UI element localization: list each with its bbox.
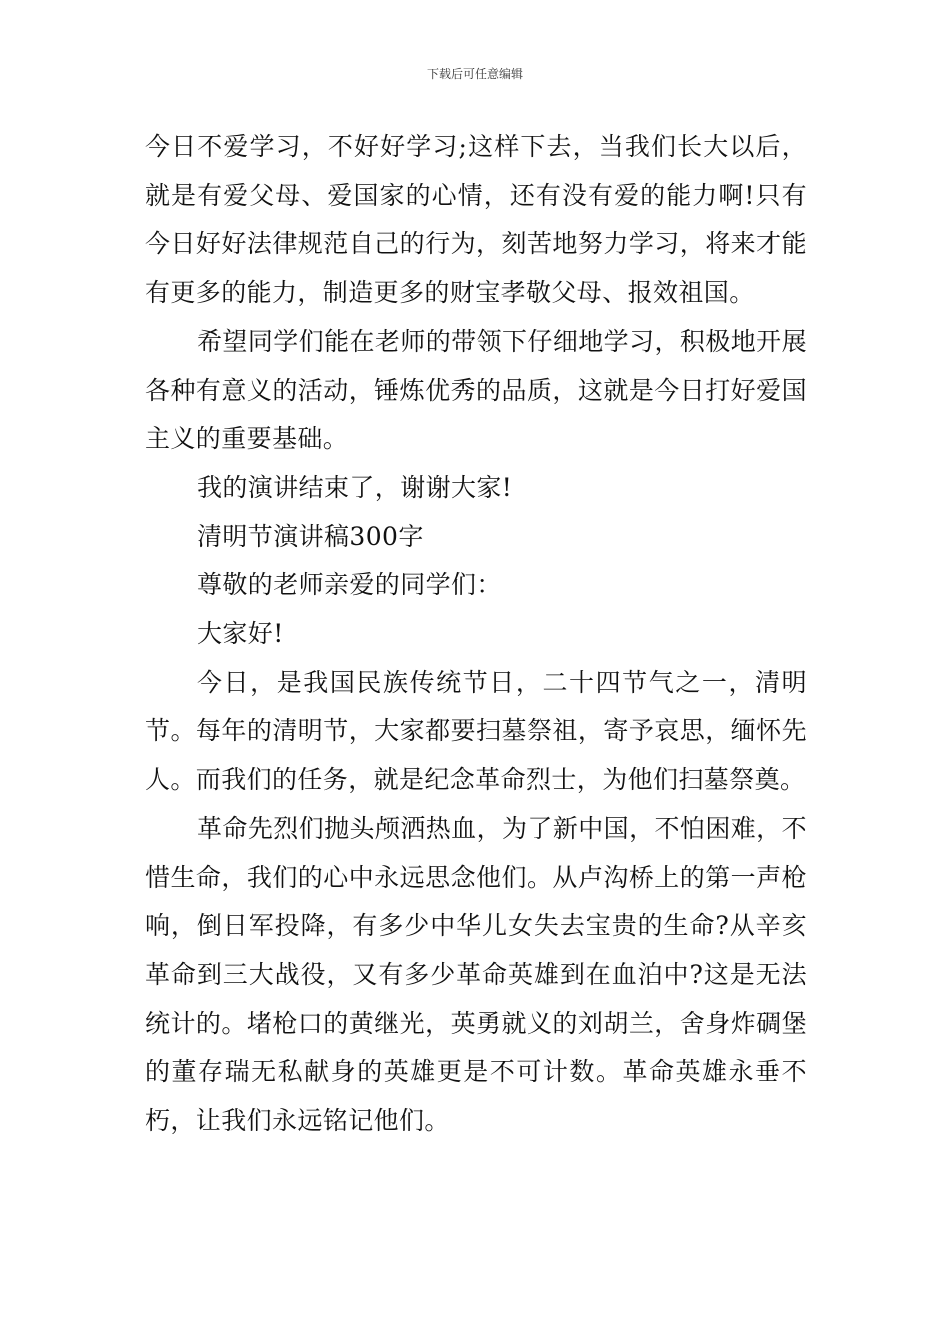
- salutation: 尊敬的老师亲爱的同学们：: [197, 570, 502, 600]
- page-header: 下载后可任意编辑: [426, 67, 523, 81]
- paragraph-continuation: 今日不爱学习，不好好学习;这样下去，当我们长大以后，就是有爱父母、爱国家的心情，还有没有爱的能力啊!只有今日好好法律规范自己的行为，刻苦地努力学习，将来才能有更多的能力，制造更多的财宝孝敬父母、报效祖国。: [145, 132, 807, 308]
- paragraph-qingming: 今日，是我国民族传统节日，二十四节气之一，清明节。每年的清明节，大家都要扫墓祭祖，寄予哀思，缅怀先人。而我们的任务，就是纪念革命烈士，为他们扫墓祭奠。: [145, 667, 807, 795]
- paragraph-martyrs: 革命先烈们抛头颅洒热血，为了新中国，不怕困难，不惜生命，我们的心中永远思念他们。从卢沟桥上的第一声枪响，倒日军投降，有多少中华儿女失去宝贵的生命?从辛亥革命到三大战役，又有多少革命英雄到在血泊中?这是无法统计的。堵枪口的黄继光，英勇就义的刘胡兰，舍身炸碉堡的董存瑞无私献身的英雄更是不可计数。革命英雄永垂不朽，让我们永远铭记他们。: [145, 813, 807, 1136]
- section-title: 清明节演讲稿300字: [197, 521, 424, 551]
- paragraph-hope: 希望同学们能在老师的带领下仔细地学习，积极地开展各种有意义的活动，锤炼优秀的品质，这就是今日打好爱国主义的重要基础。: [145, 326, 807, 454]
- greeting: 大家好!: [197, 619, 284, 649]
- document-body: [145, 123, 807, 1146]
- paragraph-closing: 我的演讲结束了，谢谢大家!: [197, 472, 513, 502]
